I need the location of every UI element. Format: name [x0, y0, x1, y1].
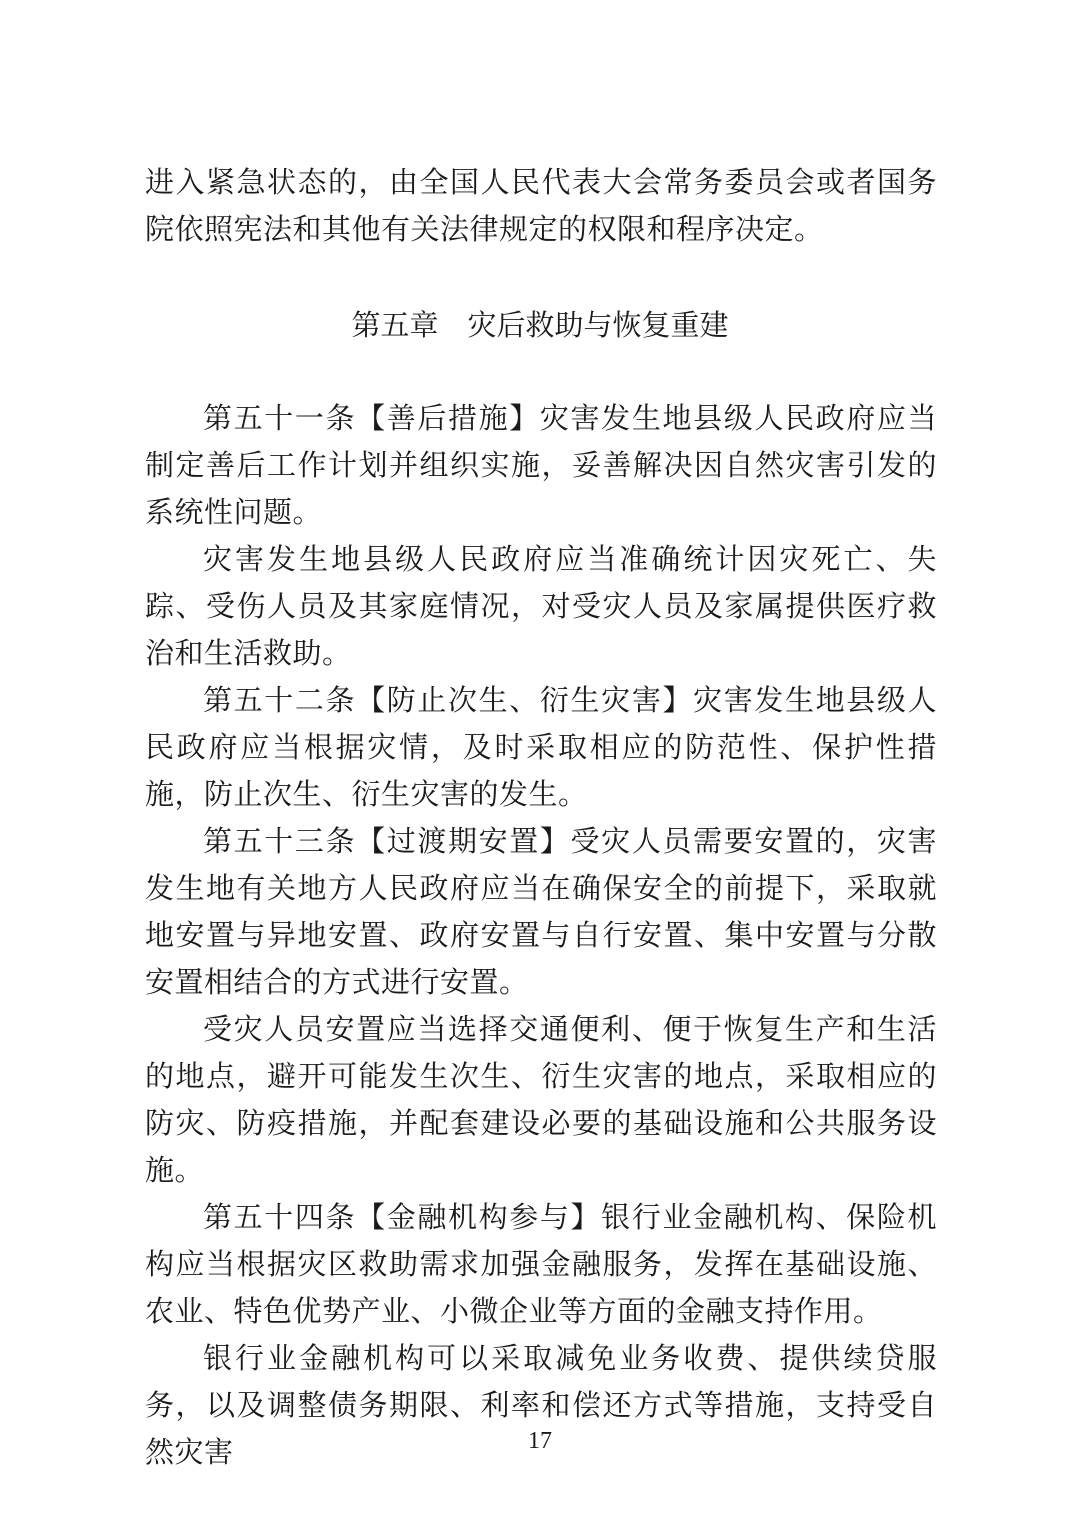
chapter-title: 第五章 灾后救助与恢复重建	[351, 308, 729, 342]
article-51-paragraph: 第五十一条【善后措施】灾害发生地县级人民政府应当制定善后工作计划并组织实施，妥善解决因自然灾害引发的系统性问题。	[145, 401, 937, 529]
continuation-paragraph: 进入紧急状态的，由全国人民代表大会常务委员会或者国务院依照宪法和其他有关法律规定的权限和程序决定。	[145, 165, 937, 246]
article-53-paragraph-2: 受灾人员安置应当选择交通便利、便于恢复生产和生活的地点，避开可能发生次生、衍生灾害的地点，采取相应的防灾、防疫措施，并配套建设必要的基础设施和公共服务设施。	[145, 1012, 937, 1187]
article-51-paragraph-2: 灾害发生地县级人民政府应当准确统计因灾死亡、失踪、受伤人员及其家庭情况，对受灾人员及家属提供医疗救治和生活救助。	[145, 542, 937, 670]
article-54-paragraph-2: 银行业金融机构可以采取减免业务收费、提供续贷服务，以及调整债务期限、利率和偿还方式等措施，支持受自然灾害	[145, 1341, 937, 1469]
page-number: 17	[528, 1428, 552, 1454]
article-53-paragraph: 第五十三条【过渡期安置】受灾人员需要安置的，灾害发生地有关地方人民政府应当在确保安全的前提下，采取就地安置与异地安置、政府安置与自行安置、集中安置与分散安置相结合的方式进行安置。	[145, 824, 937, 999]
continuation-block	[145, 159, 937, 253]
article-54-paragraph: 第五十四条【金融机构参与】银行业金融机构、保险机构应当根据灾区救助需求加强金融服务，发挥在基础设施、农业、特色优势产业、小微企业等方面的金融支持作用。	[145, 1200, 937, 1328]
article-52-paragraph: 第五十二条【防止次生、衍生灾害】灾害发生地县级人民政府应当根据灾情，及时采取相应的防范性、保护性措施，防止次生、衍生灾害的发生。	[145, 683, 937, 811]
article-body	[145, 395, 937, 1476]
